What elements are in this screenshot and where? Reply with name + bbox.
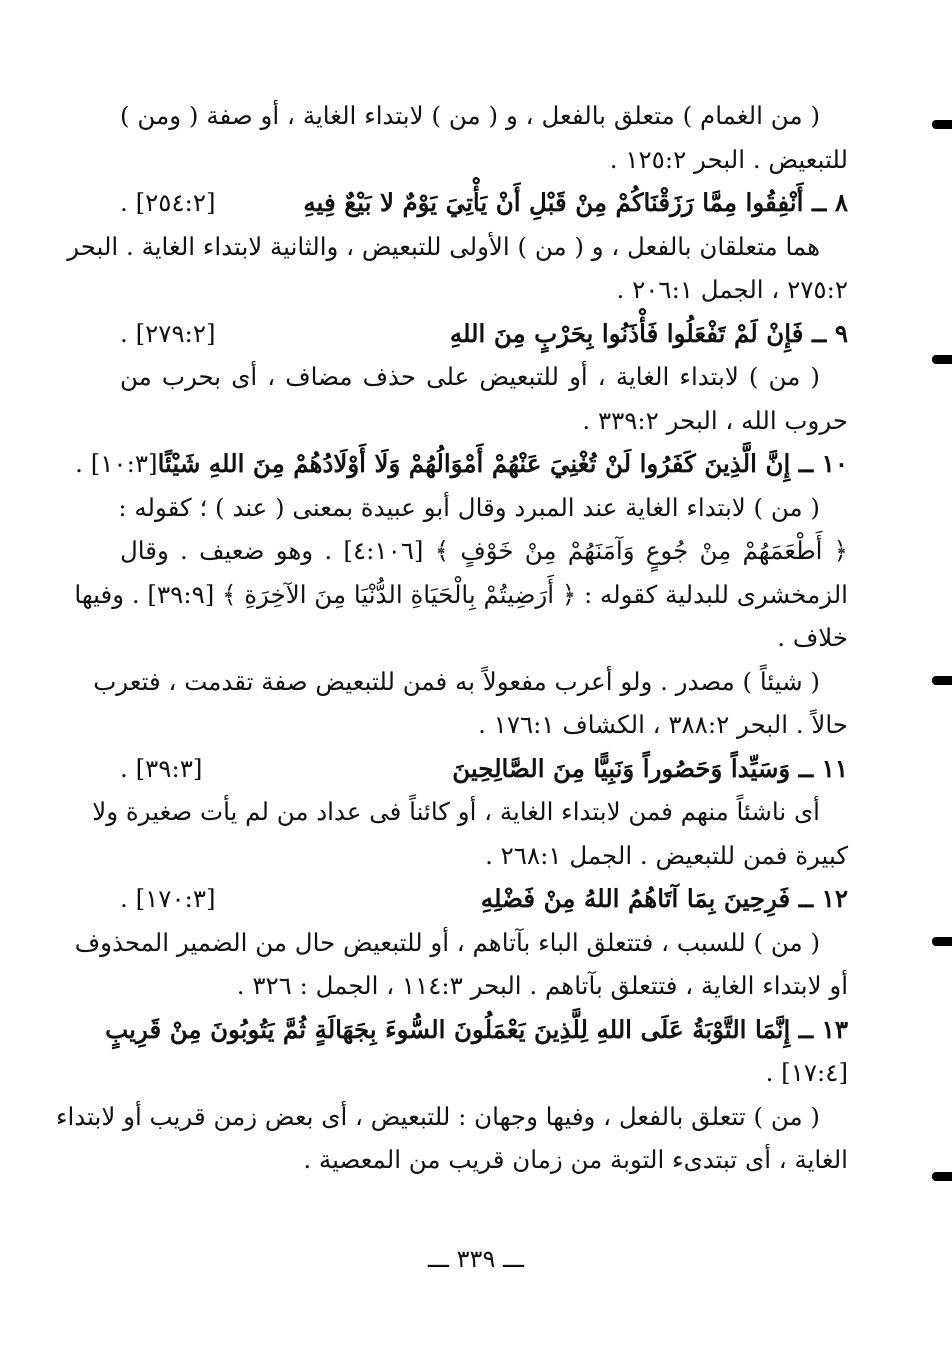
verse-text: ٩ ــ فَإِنْ لَمْ تَفْعَلُوا فَأْذَنُوا بِحَرْبٍ مِنَ اللهِ: [449, 318, 848, 348]
verse-reference: [١٠:٣] .: [75, 449, 158, 478]
text-line: حالاً . البحر ٣٨٨:٢ ، الكشاف ١٧٦:١ .: [478, 710, 848, 739]
text-line: حروب الله ، البحر ٣٣٩:٢ .: [582, 405, 848, 435]
binding-mark: [932, 1172, 952, 1181]
text-line: ( من ) للسبب ، فتتعلق الباء بآتاهم ، أو للتبعيض حال من الضمير المحذوف: [74, 927, 820, 957]
verse-reference: [٣٩:٣] .: [120, 753, 203, 783]
verse-text: ١١ ــ وَسَيِّداً وَحَصُوراً وَنَبِيًّا مِنَ الصَّالِحِينَ: [452, 753, 848, 783]
verse-line-12: [120, 877, 848, 921]
text-line: كبيرة فمن للتبعيض . الجمل ٢٦٨:١ .: [485, 840, 848, 870]
page-body: [55, 94, 848, 1182]
verse-text: ١٢ ــ فَرِحِينَ بِمَا آتَاهُمُ اللهُ مِنْ فَضْلِهِ: [480, 884, 848, 913]
verse-reference: [١٧٠:٣] .: [120, 884, 216, 913]
verse-reference: [٢٥٤:٢] .: [120, 188, 216, 217]
text-line: ٢٧٥:٢ ، الجمل ٢٠٦:١ .: [616, 275, 848, 304]
text-line-quran-quote: الزمخشرى للبدلية كقوله : ﴿ أَرَضِيتُمْ بِالْحَيَاةِ الدُّنْيَا مِنَ الآخِرَةِ ﴾ [٣٩:٩] . وفيها: [74, 579, 848, 609]
binding-mark: [932, 120, 952, 129]
text-line: ( من ) تتعلق بالفعل ، وفيها وجهان : للتبعيض ، أى بعض زمن قريب أو لابتداء: [55, 1101, 820, 1131]
text-line: ( شيئاً ) مصدر . ولو أعرب مفعولاً به فمن للتبعيض صفة تقدمت ، فتعرب: [93, 666, 820, 696]
verse-line-9: [120, 312, 848, 356]
page-number: ـــ ٣٣٩ ـــ: [427, 1245, 525, 1273]
verse-line-11: [120, 747, 848, 791]
verse-reference: [٢٧٩:٢] .: [120, 318, 216, 348]
verse-line-13: [105, 1008, 848, 1052]
verse-line-10: [75, 442, 848, 486]
text-line-quran-quote: ﴿ أَطْعَمَهُمْ مِنْ جُوعٍ وَآمَنَهُمْ مِنْ خَوْفٍ ﴾ [٤:١٠٦] . وهو ضعيف . وقال: [120, 536, 848, 565]
text-line: ( من الغمام ) متعلق بالفعل ، و ( من ) لابتداء الغاية ، أو صفة ( ومن ): [120, 101, 820, 130]
text-line: ( من ) لابتداء الغاية عند المبرد وقال أبو عبيدة بمعنى ( عند ) ؛ كقوله :: [118, 492, 820, 522]
text-line: أو لابتداء الغاية ، فتتعلق بآتاهم . البحر ١١٤:٣ ، الجمل : ٣٢٦ .: [236, 971, 848, 1000]
verse-reference: [١٧:٤] .: [765, 1058, 848, 1087]
binding-mark: [932, 937, 952, 946]
text-line: خلاف .: [777, 623, 848, 652]
text-line: الغاية ، أى تبتدىء التوبة من زمان قريب من المعصية .: [303, 1145, 848, 1174]
text-line: هما متعلقان بالفعل ، و ( من ) الأولى للتبعيض ، والثانية لابتداء الغاية . البحر: [67, 231, 820, 261]
verse-text: ٨ ــ أَنْفِقُوا مِمَّا رَزَقْنَاكُمْ مِنْ قَبْلِ أَنْ يَأْتِيَ يَوْمٌ لا بَيْعٌ فِيهِ: [303, 188, 848, 217]
text-line: للتبعيض . البحر ١٢٥:٢ .: [609, 144, 848, 174]
verse-text: ١٣ ــ إِنَّمَا التَّوْبَةُ عَلَى اللهِ لِلَّذِينَ يَعْمَلُونَ السُّوءَ بِجَهَالَةٍ ثُمَّ يَتُوبُونَ مِنْ قَرِيبٍ: [105, 1014, 848, 1044]
binding-mark: [932, 676, 952, 685]
text-line: ( من ) لابتداء الغاية ، أو للتبعيض على حذف مضاف ، أى بحرب من: [120, 362, 820, 391]
verse-text: ١٠ ــ إِنَّ الَّذِينَ كَفَرُوا لَنْ تُغْنِيَ عَنْهُمْ أَمْوَالُهُمْ وَلَا أَوْلَادُهُمْ مِنَ اللهِ شَيْئًا: [157, 449, 848, 478]
binding-mark: [932, 355, 952, 364]
verse-line-8: [120, 181, 848, 225]
text-line: أى ناشئاً منهم فمن لابتداء الغاية ، أو كائناً فى عداد من لم يأت صغيرة ولا: [92, 797, 820, 826]
